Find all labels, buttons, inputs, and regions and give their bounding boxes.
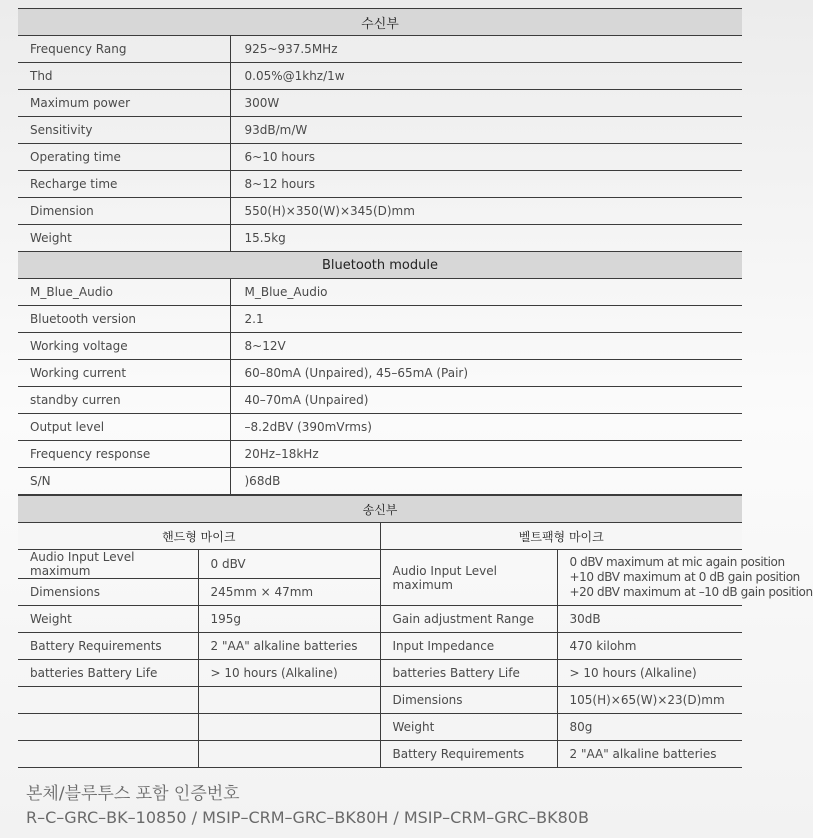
spec-value: –8.2dBV (390mVrms)	[230, 414, 742, 441]
spec-label: Operating time	[18, 144, 230, 171]
spec-label: Recharge time	[18, 171, 230, 198]
table-row	[18, 387, 742, 414]
spec-value: 2.1	[230, 306, 742, 333]
table-row	[18, 198, 742, 225]
table-row	[18, 441, 742, 468]
spec-value: 0.05%@1khz/1w	[230, 63, 742, 90]
handheld-mic-title: 핸드형 마이크	[18, 523, 380, 550]
spec-value: 925~937.5MHz	[230, 36, 742, 63]
spec-value: M_Blue_Audio	[230, 279, 742, 306]
beltpack-value: 30dB	[557, 606, 742, 633]
receiver-section-header	[18, 9, 742, 36]
receiver-spec-table	[18, 8, 742, 495]
spec-value: 40–70mA (Unpaired)	[230, 387, 742, 414]
certification-title: 본체/블루투스 포함 인증번호	[26, 784, 240, 804]
table-row	[18, 171, 742, 198]
spec-sheet	[18, 8, 813, 768]
table-row	[18, 279, 742, 306]
beltpack-value: 470 kilohm	[557, 633, 742, 660]
table-row	[18, 633, 742, 660]
spec-label: Working voltage	[18, 333, 230, 360]
spec-value: 15.5kg	[230, 225, 742, 252]
spec-value: 93dB/m/W	[230, 117, 742, 144]
spec-label: standby curren	[18, 387, 230, 414]
table-row	[18, 117, 742, 144]
table-row	[18, 333, 742, 360]
beltpack-audio-line: +20 dBV maximum at –10 dB gain position	[569, 585, 813, 599]
beltpack-mic-title: 벨트팩형 마이크	[380, 523, 742, 550]
spec-label: Working current	[18, 360, 230, 387]
table-row	[18, 414, 742, 441]
transmitter-title: 송신부	[18, 496, 742, 523]
handheld-label: Audio Input Level maximum	[18, 550, 198, 579]
spec-label: Sensitivity	[18, 117, 230, 144]
spec-label: Thd	[18, 63, 230, 90]
empty-cell	[18, 687, 198, 714]
table-row	[18, 660, 742, 687]
beltpack-value: 80g	[557, 714, 742, 741]
table-row	[18, 63, 742, 90]
table-row	[18, 360, 742, 387]
table-row	[18, 687, 742, 714]
beltpack-value: 105(H)×65(W)×23(D)mm	[557, 687, 742, 714]
certification-numbers: R–C–GRC–BK–10850 / MSIP–CRM–GRC–BK80H / MSIP–CRM–GRC–BK80B	[26, 808, 589, 827]
empty-cell	[198, 714, 380, 741]
spec-value: )68dB	[230, 468, 742, 495]
handheld-label: Dimensions	[18, 579, 198, 606]
spec-label: Maximum power	[18, 90, 230, 117]
table-row	[18, 90, 742, 117]
bluetooth-section-header	[18, 252, 742, 279]
receiver-title: 수신부	[18, 9, 742, 36]
table-row	[18, 468, 742, 495]
table-row	[18, 741, 742, 768]
handheld-value: 0 dBV	[198, 550, 380, 579]
spec-value: 20Hz–18kHz	[230, 441, 742, 468]
empty-cell	[18, 741, 198, 768]
empty-cell	[198, 687, 380, 714]
beltpack-audio-line: 0 dBV maximum at mic again position	[569, 555, 785, 569]
beltpack-value: 2 "AA" alkaline batteries	[557, 741, 742, 768]
spec-label: Dimension	[18, 198, 230, 225]
spec-label: S/N	[18, 468, 230, 495]
spec-value: 8~12 hours	[230, 171, 742, 198]
table-row	[18, 225, 742, 252]
spec-label: Weight	[18, 225, 230, 252]
beltpack-audio-label: Audio Input Level maximum	[380, 550, 557, 606]
spec-label: Frequency Rang	[18, 36, 230, 63]
table-row	[18, 144, 742, 171]
table-row	[18, 606, 742, 633]
spec-value: 8~12V	[230, 333, 742, 360]
spec-value: 550(H)×350(W)×345(D)mm	[230, 198, 742, 225]
table-row	[18, 36, 742, 63]
table-row	[18, 306, 742, 333]
handheld-label: Battery Requirements	[18, 633, 198, 660]
spec-label: Frequency response	[18, 441, 230, 468]
empty-cell	[18, 714, 198, 741]
beltpack-value: > 10 hours (Alkaline)	[557, 660, 742, 687]
table-row	[18, 550, 742, 579]
spec-label: M_Blue_Audio	[18, 279, 230, 306]
spec-value: 6~10 hours	[230, 144, 742, 171]
handheld-value: > 10 hours (Alkaline)	[198, 660, 380, 687]
bluetooth-title: Bluetooth module	[18, 252, 742, 279]
spec-label: Output level	[18, 414, 230, 441]
handheld-label: Weight	[18, 606, 198, 633]
spec-value: 300W	[230, 90, 742, 117]
table-row	[18, 714, 742, 741]
beltpack-label: Weight	[380, 714, 557, 741]
transmitter-spec-table	[18, 495, 813, 768]
transmitter-section-header	[18, 496, 742, 523]
beltpack-audio-line: +10 dBV maximum at 0 dB gain position	[569, 570, 800, 584]
certification-footer	[26, 782, 589, 830]
beltpack-label: Input Impedance	[380, 633, 557, 660]
mic-type-header	[18, 523, 742, 550]
empty-cell	[198, 741, 380, 768]
handheld-value: 245mm × 47mm	[198, 579, 380, 606]
handheld-value: 195g	[198, 606, 380, 633]
beltpack-label: Gain adjustment Range	[380, 606, 557, 633]
beltpack-audio-values	[557, 550, 813, 606]
handheld-value: 2 "AA" alkaline batteries	[198, 633, 380, 660]
beltpack-label: Dimensions	[380, 687, 557, 714]
handheld-label: batteries Battery Life	[18, 660, 198, 687]
spec-value: 60–80mA (Unpaired), 45–65mA (Pair)	[230, 360, 742, 387]
beltpack-label: Battery Requirements	[380, 741, 557, 768]
beltpack-label: batteries Battery Life	[380, 660, 557, 687]
spec-label: Bluetooth version	[18, 306, 230, 333]
